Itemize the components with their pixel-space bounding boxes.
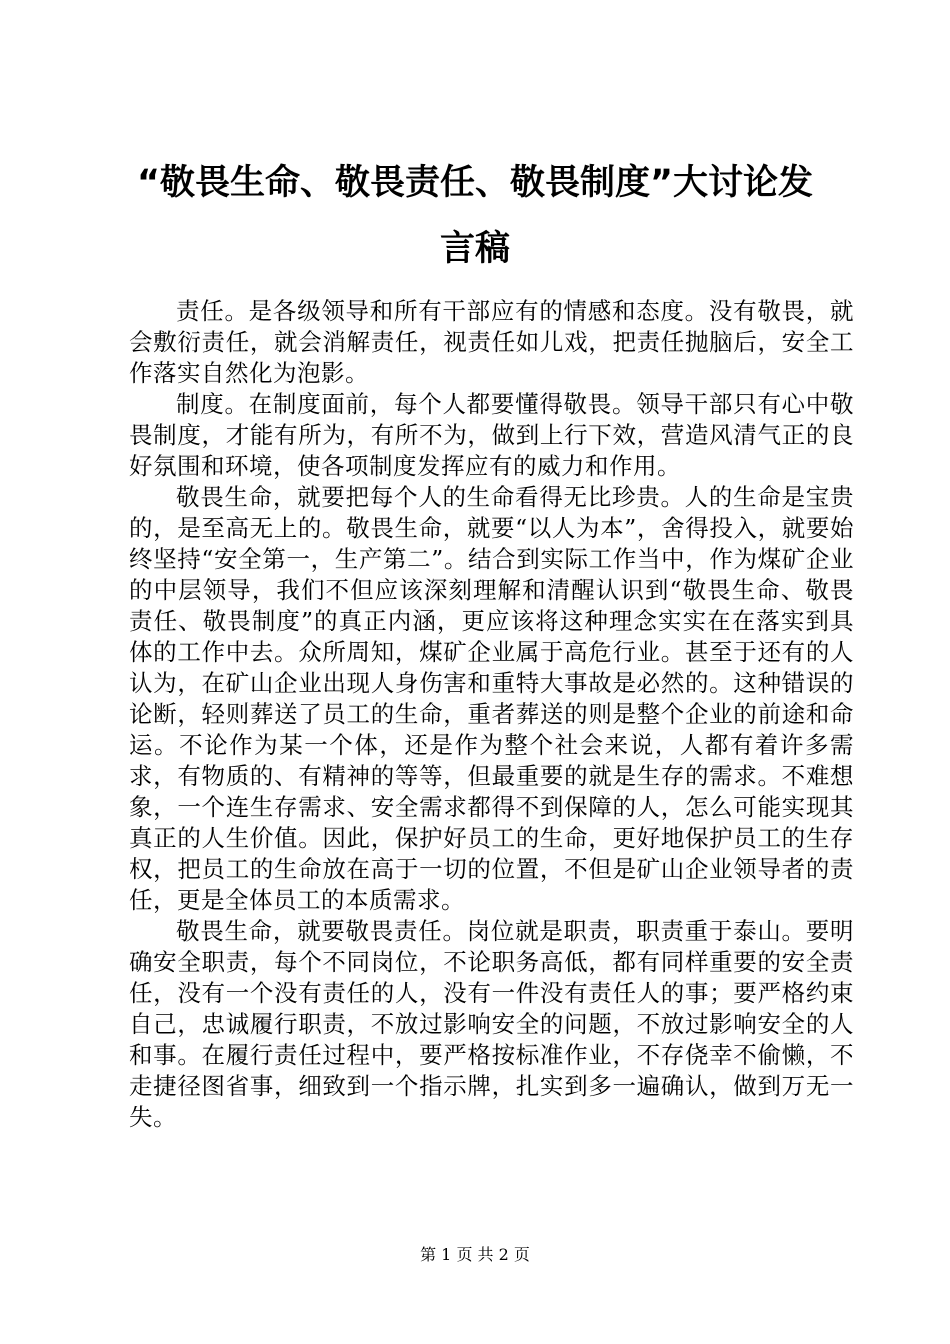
paragraph-revere-duty: 敬畏生命，就要敬畏责任。岗位就是职责，职责重于泰山。要明确安全职责，每个不同岗位，不论职务高低，都有同样重要的安全责任，没有一个没有责任的人，没有一件没有责任人的事；要严格约束自己，忠诚履行职责，不放过影响安全的问题，不放过影响安全的人和事。在履行责任过程中，要严格按标准作业，不存侥幸不偷懒，不走捷径图省事，细致到一个指示牌，扎实到多一遍确认，做到万无一失。 — [129, 917, 854, 1131]
paragraph-revere-life: 敬畏生命，就要把每个人的生命看得无比珍贵。人的生命是宝贵的，是至高无上的。敬畏生命，就要“以人为本”，舍得投入，就要始终坚持“安全第一，生产第二”。结合到实际工作当中，作为煤矿企业的中层领导，我们不但应该深刻理解和清醒认识到“敬畏生命、敬畏责任、敬畏制度”的真正内涵，更应该将这种理念实实在在落实到具体的工作中去。众所周知，煤矿企业属于高危行业。甚至于还有的人认为，在矿山企业出现人身伤害和重特大事故是必然的。这种错误的论断，轻则葬送了员工的生命，重者葬送的则是整个企业的前途和命运。不论作为某一个体，还是作为整个社会来说，人都有着许多需求，有物质的、有精神的等等，但最重要的就是生存的需求。不难想象，一个连生存需求、安全需求都得不到保障的人，怎么可能实现其真正的人生价值。因此，保护好员工的生命，更好地保护员工的生存权，把员工的生命放在高于一切的位置，不但是矿山企业领导者的责任，更是全体员工的本质需求。 — [129, 483, 854, 914]
document-body — [129, 296, 854, 1133]
document-title: “敬畏生命、敬畏责任、敬畏制度”大讨论发言稿 — [136, 163, 813, 269]
page-footer: 第 1 页 共 2 页 — [420, 1245, 530, 1264]
paragraph-responsibility: 责任。是各级领导和所有干部应有的情感和态度。没有敬畏，就会敷衍责任，就会消解责任，视责任如儿戏，把责任抛脑后，安全工作落实自然化为泡影。 — [129, 297, 854, 387]
paragraph-system: 制度。在制度面前，每个人都要懂得敬畏。领导干部只有心中敬畏制度，才能有所为，有所不为，做到上行下效，营造风清气正的良好氛围和环境，使各项制度发挥应有的威力和作用。 — [129, 390, 854, 480]
